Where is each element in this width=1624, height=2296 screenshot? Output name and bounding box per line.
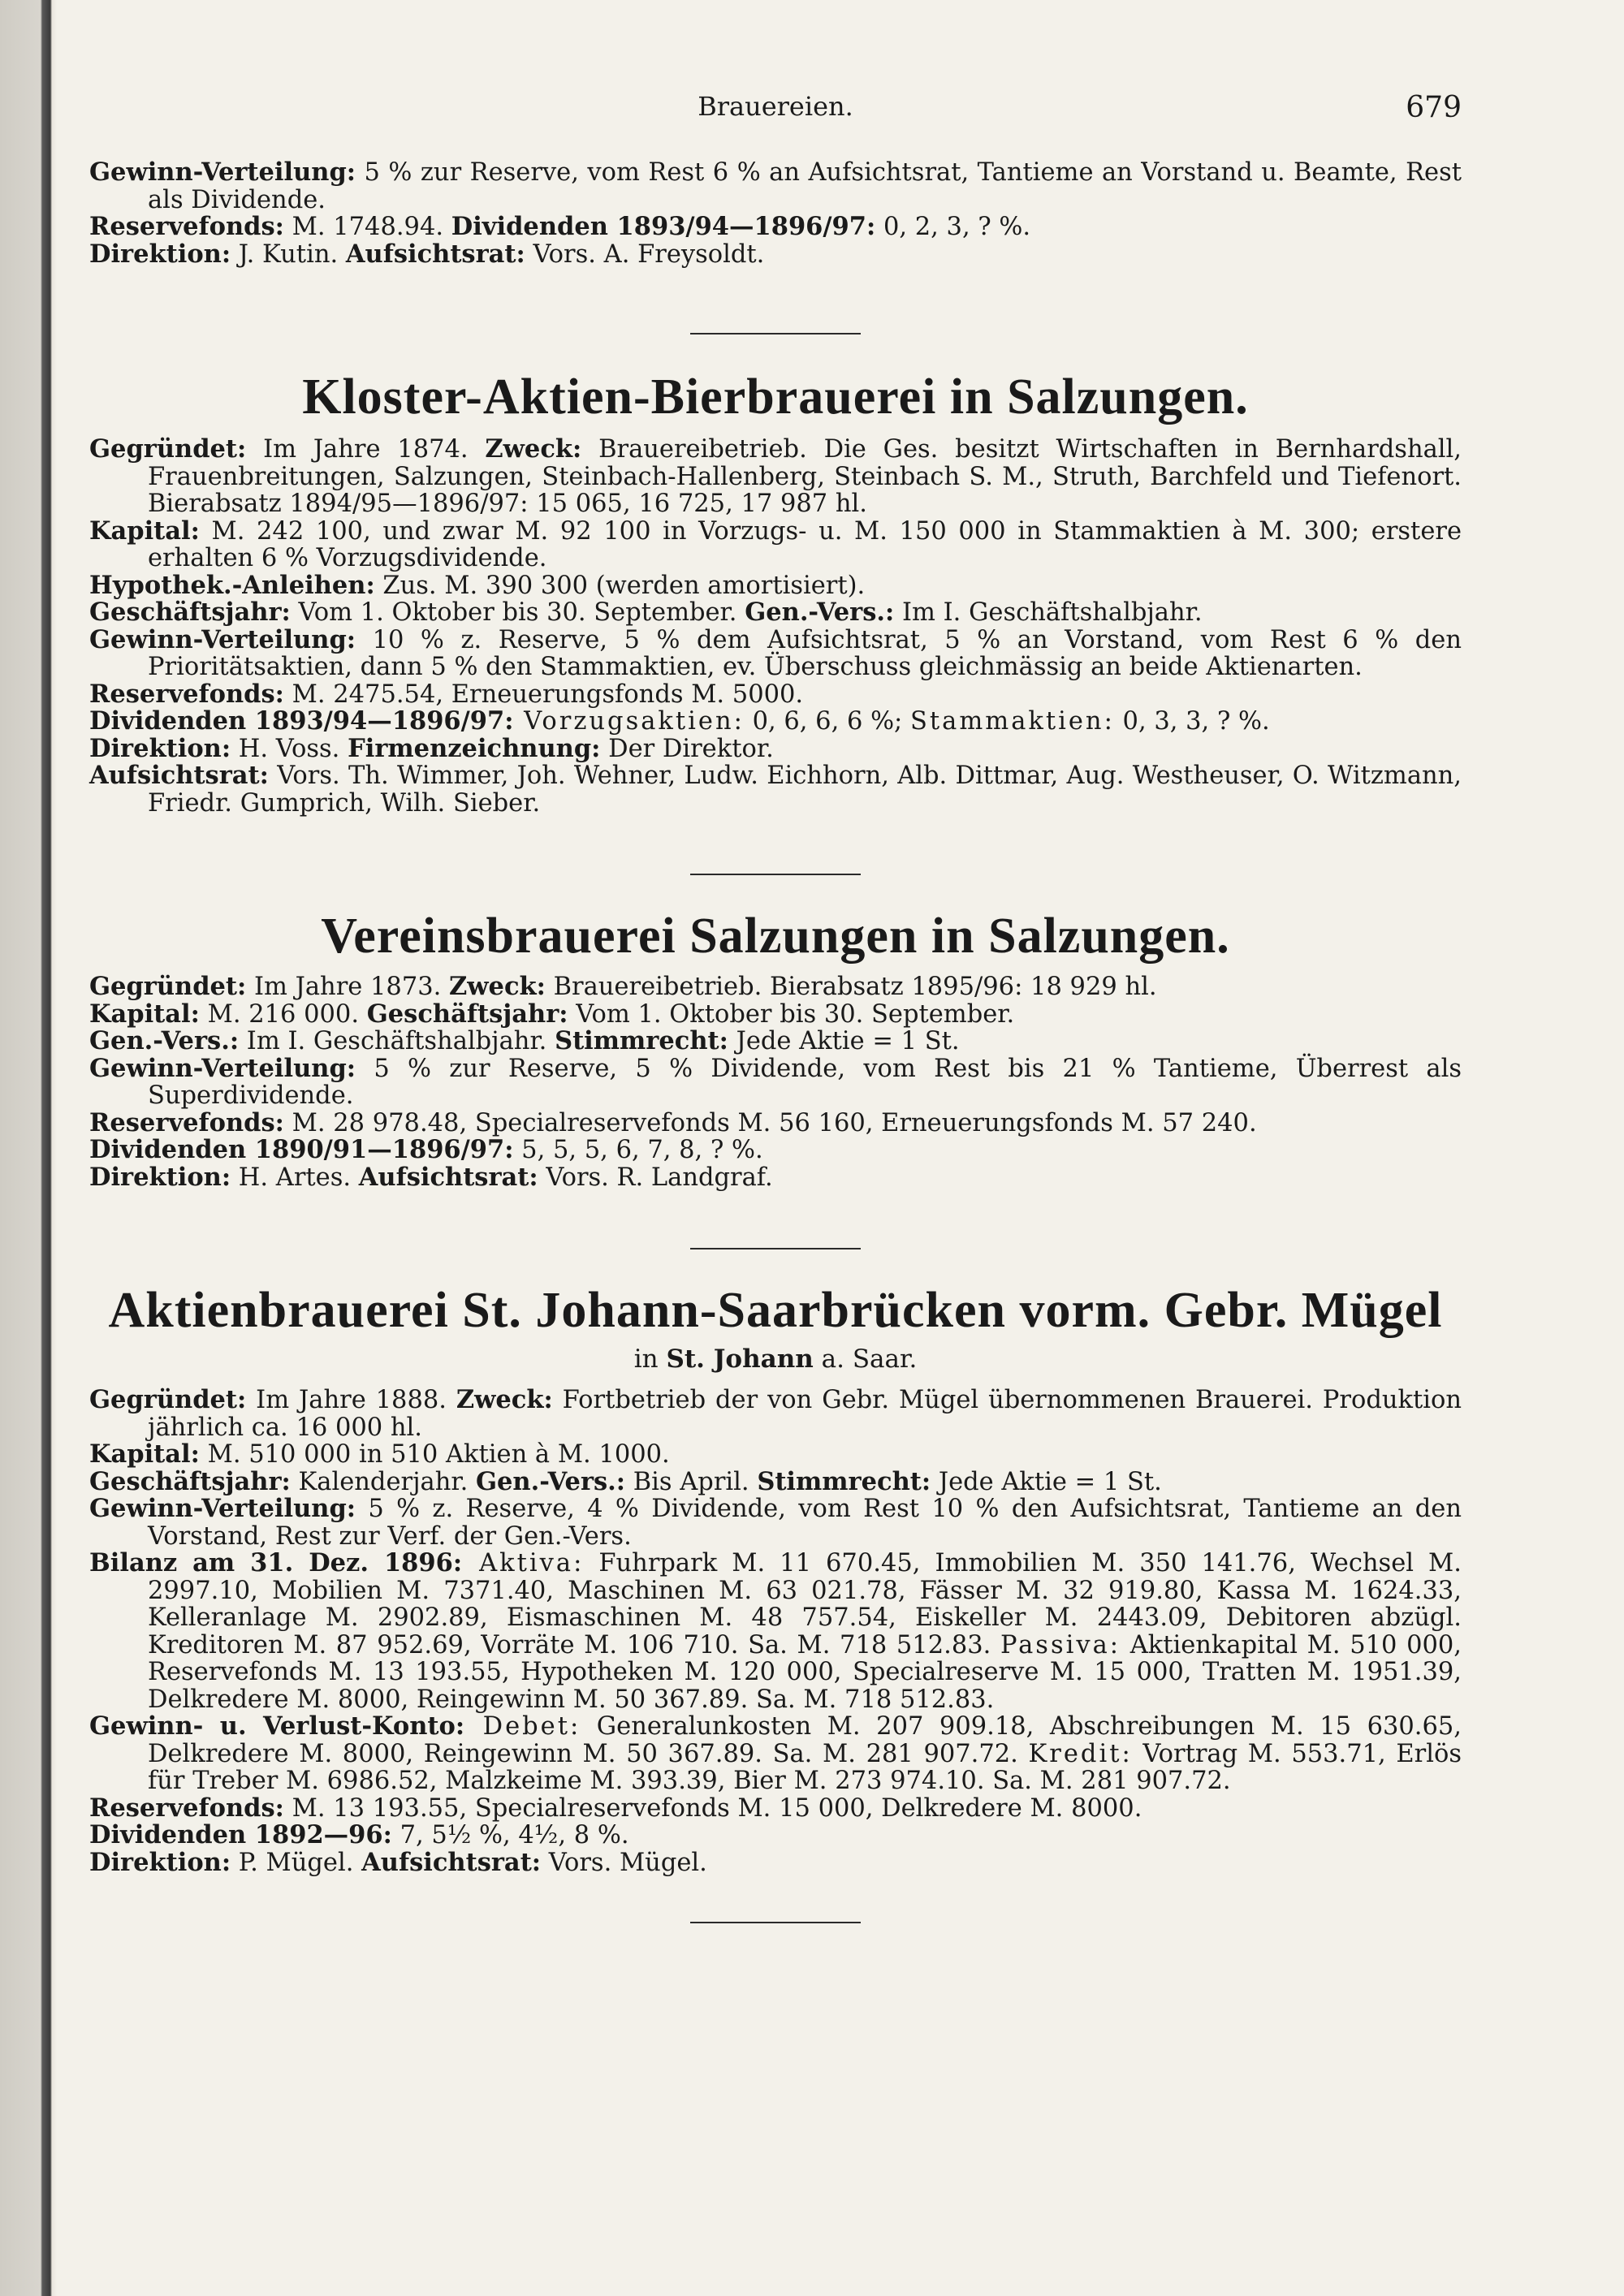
entry-aktienbrauerei-st-johann	[89, 1282, 1462, 1876]
field-key: Gewinn-Verteilung:	[89, 1053, 356, 1083]
entry-line	[89, 1795, 1462, 1823]
field-text: Bis April.	[625, 1467, 758, 1496]
field-text: Im Jahre 1874.	[246, 435, 486, 464]
field-text: Jede Aktie = 1 St.	[728, 1027, 960, 1055]
field-key: Direktion:	[89, 1847, 231, 1877]
entry-line	[89, 241, 1462, 269]
field-key: Geschäftsjahr:	[89, 1466, 291, 1496]
entry-line	[89, 214, 1462, 241]
entry-line	[89, 1550, 1462, 1713]
entry-line	[89, 436, 1462, 518]
subtitle-text: a. Saar.	[813, 1344, 918, 1374]
field-text: 5 % zur Reserve, vom Rest 6 % an Aufsichtsrat, Tantieme an Vorstand u. Beamte, Rest als Dividende.	[148, 158, 1462, 214]
field-text: Fortbetrieb der von Gebr. Mügel übernommenen Brauerei. Produktion jährlich ca. 16 000 hl.	[148, 1386, 1462, 1442]
field-key: Dividenden 1893/94—1896/97:	[451, 212, 876, 241]
page-number: 679	[1406, 91, 1462, 124]
field-text: Jede Aktie = 1 St.	[931, 1467, 1162, 1496]
field-text: M. 510 000 in 510 Aktien à M. 1000.	[199, 1440, 670, 1469]
field-key: Aufsichtsrat:	[345, 239, 525, 269]
page-header	[89, 91, 1462, 132]
entry-line	[89, 518, 1462, 572]
field-text: 5, 5, 5, 6, 7, 8, ? %.	[513, 1136, 763, 1164]
field-text: Im I. Geschäftshalbjahr.	[239, 1027, 555, 1055]
entry-continued	[89, 159, 1462, 268]
entry-line	[89, 681, 1462, 709]
field-key: Gewinn-Verteilung:	[89, 1494, 356, 1523]
entry-line	[89, 624, 1462, 681]
field-key: Gen.-Vers.:	[89, 1026, 240, 1055]
entry-line	[89, 1164, 1462, 1192]
field-text: Generalunkosten M. 207 909.18, Abschreibungen M. 15 630.65, Delkredere M. 8000, Reingewinn M. 50 367.89. Sa. M. 281 907.72.	[148, 1712, 1462, 1768]
field-key: Dividenden 1890/91—1896/97:	[89, 1135, 514, 1164]
field-text: Zus. M. 390 300 (werden amortisiert).	[374, 571, 866, 600]
field-key: Aufsichtsrat:	[361, 1847, 542, 1877]
field-text: M. 1748.94.	[283, 213, 451, 241]
field-text: P. Mügel.	[231, 1848, 362, 1877]
field-text: Brauereibetrieb. Bierabsatz 1895/96: 18 929 hl.	[545, 973, 1157, 1001]
entry-line	[89, 708, 1462, 736]
field-text: Im Jahre 1888.	[246, 1386, 456, 1414]
field-key: Kapital:	[89, 1439, 200, 1469]
field-text: M. 242 100, und zwar M. 92 100 in Vorzugs- u. M. 150 000 in Stammaktien à M. 300; erstere erhalten 6 % Vorzugsdividende.	[148, 516, 1462, 572]
entry-line	[89, 1387, 1462, 1441]
field-key: Bilanz am 31. Dez. 1896:	[89, 1548, 463, 1577]
entry-title: Vereinsbrauerei Salzungen in Salzungen.	[321, 908, 1230, 964]
field-text: 5 % z. Reserve, 4 % Dividende, vom Rest 10 % den Aufsichtsrat, Tantieme an den Vorstand, Rest zur Verf. der Gen.-Vers.	[148, 1495, 1462, 1551]
field-key: Firmenzeichnung:	[348, 733, 601, 763]
field-key: Zweck:	[449, 972, 546, 1001]
entry-line	[89, 1028, 1462, 1055]
field-text: 5 % zur Reserve, 5 % Dividende, vom Rest bis 21 % Tantieme, Überrest als Superdividende.	[148, 1054, 1462, 1110]
entry-line	[89, 1441, 1462, 1469]
field-key: Stimmrecht:	[555, 1026, 728, 1055]
page-binding-edge	[0, 0, 57, 2296]
field-key: Gewinn-Verteilung:	[89, 158, 356, 187]
field-key: Gewinn-Verteilung:	[89, 624, 356, 654]
field-key: Aufsichtsrat:	[89, 761, 269, 790]
entry-title: Aktienbrauerei St. Johann-Saarbrücken vorm. Gebr. Mügel	[108, 1283, 1443, 1338]
field-text: 10 % z. Reserve, 5 % dem Aufsichtsrat, 5 % an Vorstand, vom Rest 6 % den Prioritätsaktien, dann 5 % den Stammaktien, ev. Überschuss gleichmässig an beide Aktienarten.	[148, 625, 1462, 681]
spaced-label: Debet:	[464, 1712, 581, 1741]
field-text: 0, 2, 3, ? %.	[875, 213, 1031, 241]
spaced-label: Kredit:	[1028, 1739, 1133, 1768]
field-text: Der Direktor.	[600, 734, 774, 763]
field-key: Gegründet:	[89, 1385, 247, 1414]
entry-subtitle	[89, 1344, 1462, 1374]
entry-vereinsbrauerei-salzungen	[89, 908, 1462, 1191]
entry-title: Kloster-Aktien-Bierbrauerei in Salzungen.	[302, 369, 1249, 425]
field-text: 7, 5½ %, 4½, 8 %.	[391, 1821, 629, 1849]
entry-line	[89, 572, 1462, 600]
entry-line	[89, 1001, 1462, 1029]
field-text: Vors. A. Freysoldt.	[525, 240, 765, 269]
entry-line	[89, 599, 1462, 627]
field-text: Brauereibetrieb. Die Ges. besitzt Wirtschaften in Bernhardshall, Frauenbreitungen, Salzungen, Steinbach-Hallenberg, Steinbach S. M., Struth, Barchfeld und Tiefenort. Bierabsatz 1894/95—1896/97: 15 065, 16 725, 17 987 hl.	[148, 435, 1462, 518]
field-text: Vom 1. Oktober bis 30. September.	[290, 598, 745, 627]
spaced-label: Vorzugsaktien:	[513, 707, 745, 736]
entry-kloster-aktien-bierbrauerei	[89, 369, 1462, 817]
field-text: Vors. R. Landgraf.	[538, 1163, 773, 1192]
field-key: Reservefonds:	[89, 212, 284, 241]
field-key: Reservefonds:	[89, 1107, 284, 1137]
field-text: M. 216 000.	[199, 999, 367, 1029]
subtitle-location: St. Johann	[666, 1344, 814, 1374]
running-head: Brauereien.	[698, 91, 853, 122]
field-key: Gen.-Vers.:	[745, 598, 895, 627]
field-text: J. Kutin.	[231, 240, 346, 269]
field-key: Kapital:	[89, 516, 200, 546]
field-key: Direktion:	[89, 239, 231, 269]
separator-rule	[690, 1248, 861, 1249]
entry-line	[89, 762, 1462, 817]
field-key: Aufsichtsrat:	[358, 1162, 538, 1192]
field-key: Reservefonds:	[89, 1793, 284, 1823]
entry-line	[89, 1849, 1462, 1877]
field-key: Direktion:	[89, 733, 231, 763]
field-text: Kalenderjahr.	[290, 1467, 476, 1496]
field-text: Im Jahre 1873.	[246, 973, 450, 1001]
subtitle-text: in	[633, 1344, 667, 1374]
field-text: Vors. Mügel.	[541, 1848, 707, 1877]
field-key: Gewinn- u. Verlust-Konto:	[89, 1711, 465, 1741]
spaced-label: Aktiva:	[462, 1549, 585, 1577]
spaced-label: Passiva:	[1000, 1630, 1121, 1659]
field-text: 0, 6, 6, 6 %;	[744, 707, 911, 736]
field-text: M. 13 193.55, Specialreservefonds M. 15 000, Delkredere M. 8000.	[283, 1793, 1142, 1823]
separator-rule	[690, 874, 861, 875]
field-key: Direktion:	[89, 1162, 231, 1192]
field-key: Gegründet:	[89, 434, 247, 464]
field-key: Kapital:	[89, 999, 200, 1029]
field-key: Gegründet:	[89, 972, 247, 1001]
entry-line	[89, 1055, 1462, 1110]
entry-line	[89, 1466, 1462, 1496]
field-key: Gen.-Vers.:	[475, 1466, 626, 1496]
spaced-label: Stammaktien:	[910, 707, 1115, 736]
field-text: Vom 1. Oktober bis 30. September.	[568, 999, 1015, 1029]
separator-rule	[690, 1922, 861, 1923]
field-text: H. Artes.	[231, 1163, 359, 1192]
field-key: Dividenden 1892—96:	[89, 1820, 392, 1849]
field-key: Stimmrecht:	[757, 1466, 931, 1496]
entry-line	[89, 1107, 1462, 1137]
field-key: Hypothek.-Anleihen:	[89, 570, 375, 600]
field-text: 0, 3, 3, ? %.	[1114, 707, 1270, 736]
entry-line	[89, 159, 1462, 214]
field-key: Reservefonds:	[89, 679, 284, 709]
field-text: M. 2475.54, Erneuerungsfonds M. 5000.	[283, 680, 804, 709]
field-text: Aktienkapital M. 510 000, Reservefonds M. 13 193.55, Hypotheken M. 120 000, Specialreserve M. 15 000, Tratten M. 1951.39, Delkredere M. 8000, Reingewinn M. 50 367.89. Sa. M. 718 512.83.	[148, 1630, 1462, 1714]
field-text: Im I. Geschäftshalbjahr.	[894, 598, 1203, 627]
field-key: Zweck:	[485, 434, 582, 464]
entry-line	[89, 1137, 1462, 1164]
field-text: H. Voss.	[231, 734, 348, 763]
entry-line	[89, 1495, 1462, 1550]
entry-line	[89, 1713, 1462, 1795]
field-key: Geschäftsjahr:	[89, 598, 291, 627]
entry-line	[89, 733, 1462, 763]
field-text: Vortrag M. 553.71, Erlös für Treber M. 6986.52, Malzkeime M. 393.39, Bier M. 273 974.10. Sa. M. 281 907.72.	[148, 1739, 1462, 1795]
page-content	[89, 159, 1462, 1923]
field-key: Zweck:	[456, 1385, 553, 1414]
field-key: Dividenden 1893/94—1896/97:	[89, 706, 514, 736]
field-key: Geschäftsjahr:	[366, 999, 568, 1029]
field-text: Vors. Th. Wimmer, Joh. Wehner, Ludw. Eichhorn, Alb. Dittmar, Aug. Westheuser, O. Witzmann, Friedr. Gumprich, Wilh. Sieber.	[148, 762, 1462, 818]
field-text: Fuhrpark M. 11 670.45, Immobilien M. 350 141.76, Wechsel M. 2997.10, Mobilien M. 7371.40, Maschinen M. 63 021.78, Fässer M. 32 919.80, Kassa M. 1624.33, Kelleranlage M. 2902.89, Eismaschinen M. 48 757.54, Eiskeller M. 2443.09, Debitoren abzügl. Kreditoren M. 87 952.69, Vorräte M. 106 710. Sa. M. 718 512.83.	[148, 1549, 1462, 1659]
separator-rule	[690, 333, 861, 334]
field-text: M. 28 978.48, Specialreservefonds M. 56 160, Erneuerungsfonds M. 57 240.	[283, 1108, 1257, 1137]
entry-line	[89, 973, 1462, 1001]
entry-line	[89, 1822, 1462, 1849]
